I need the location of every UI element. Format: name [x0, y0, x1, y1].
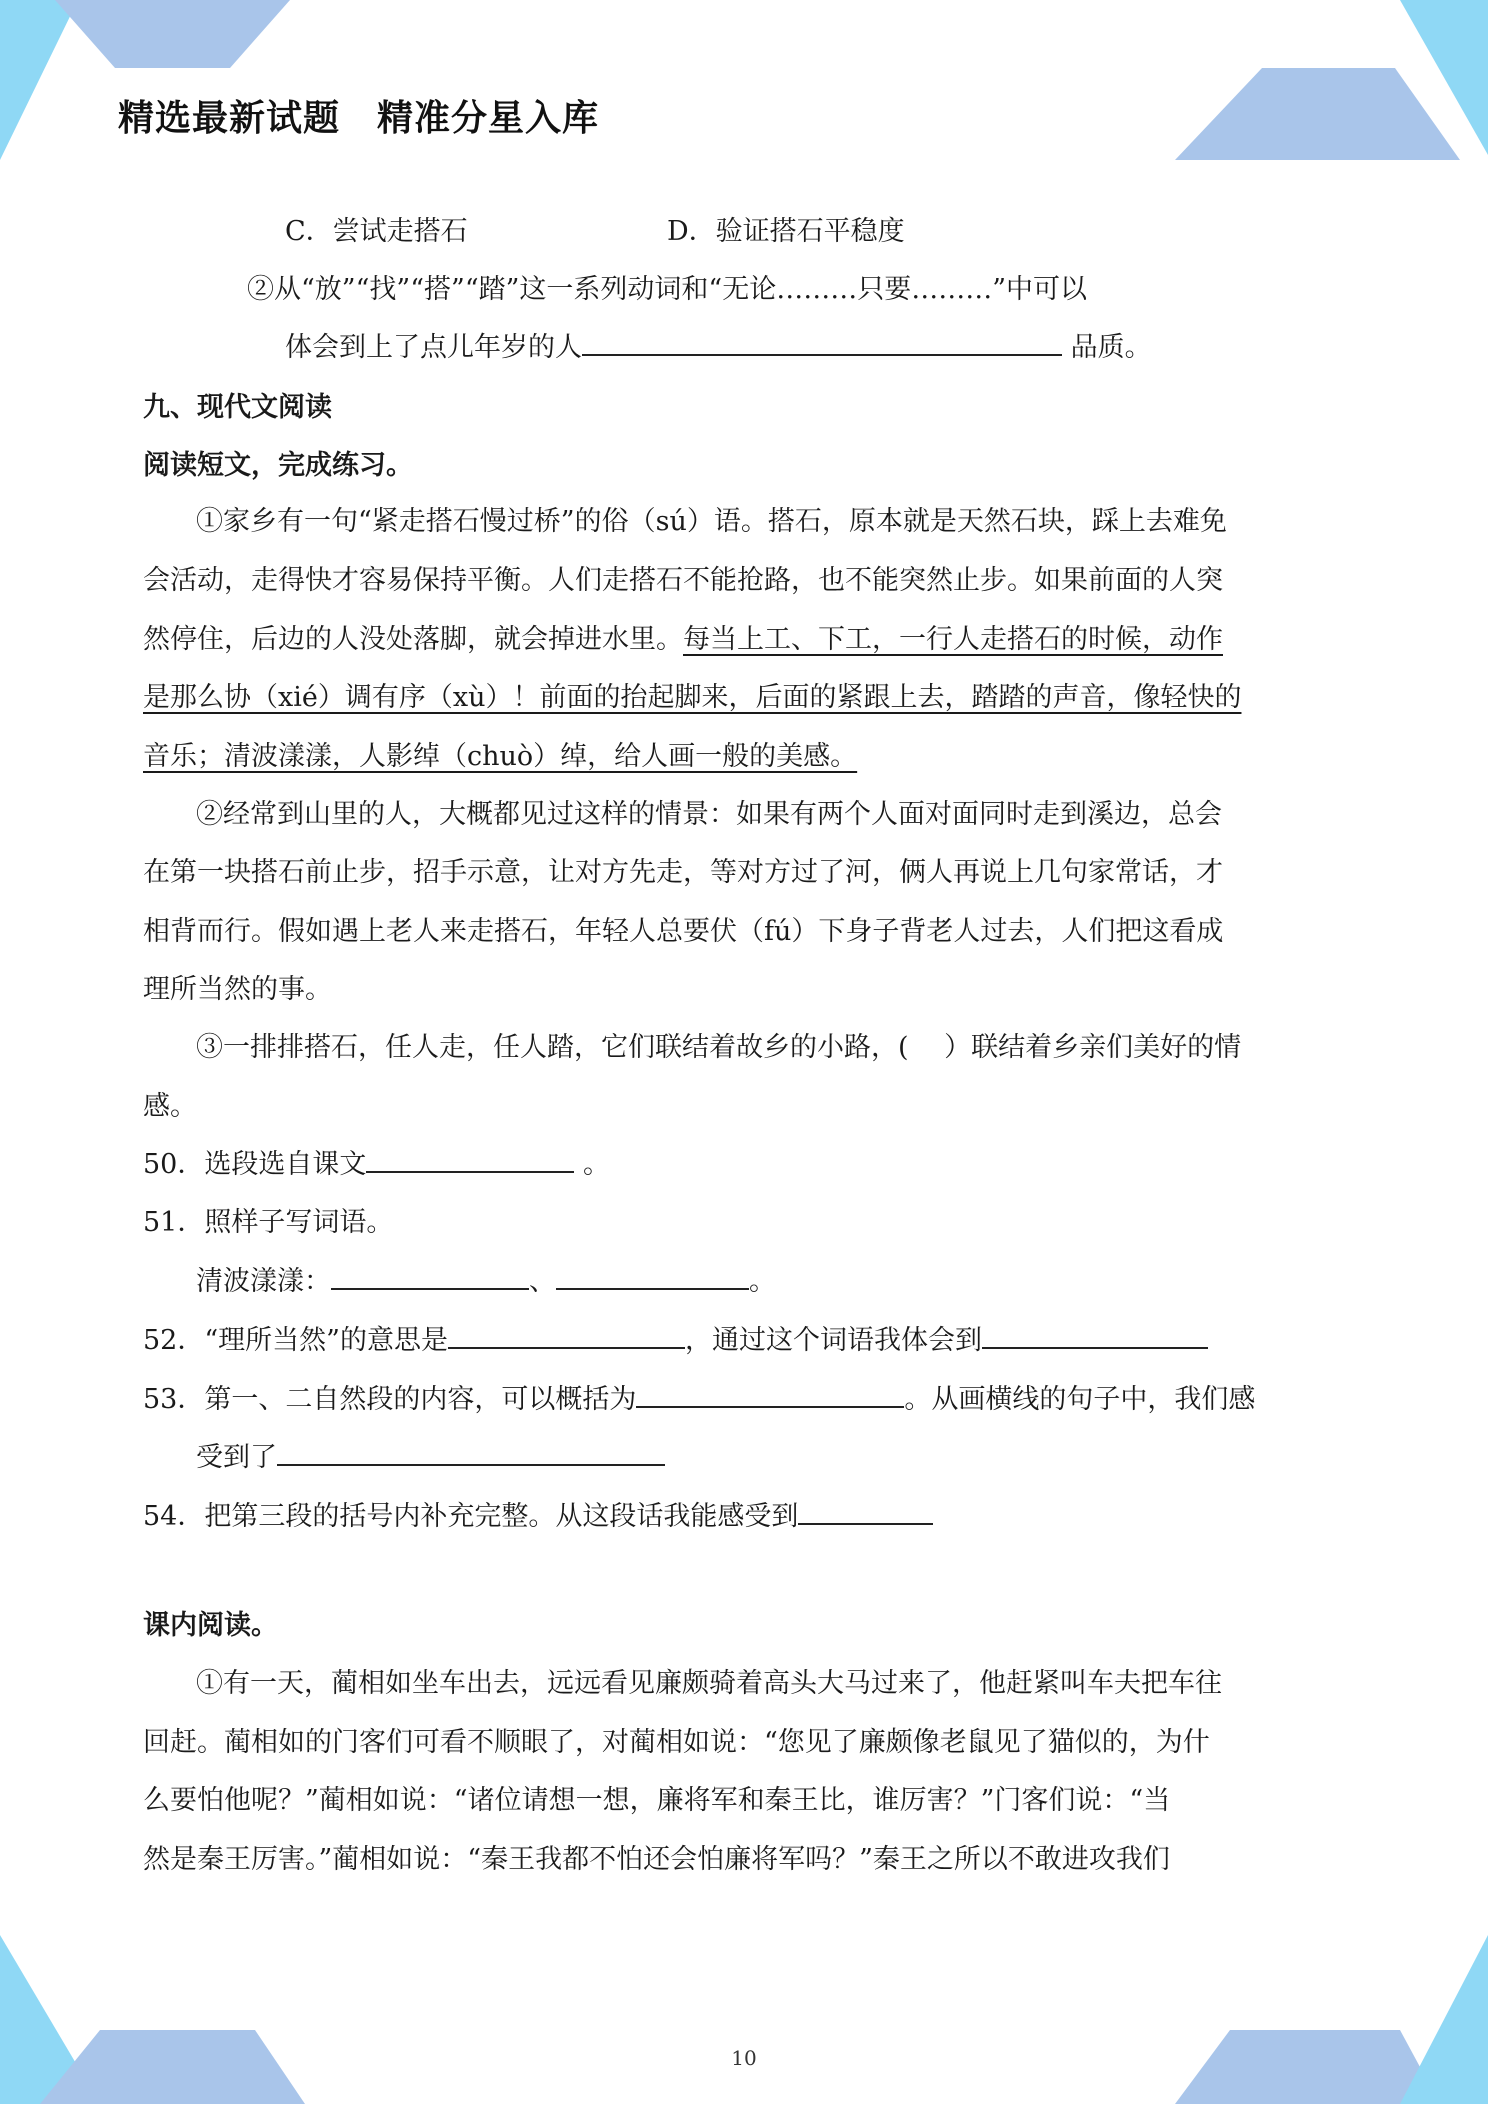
answer-blank[interactable]	[448, 1323, 685, 1349]
question-52	[143, 1321, 1208, 1361]
passage-p1-line-2: 会活动，走得快才容易保持平衡。人们走搭石不能抢路，也不能突然止步。如果前面的人突	[143, 565, 1223, 596]
answer-blank[interactable]	[277, 1440, 665, 1466]
option-d: D．验证搭石平稳度	[667, 216, 905, 247]
question-51-end: 。	[749, 1266, 776, 1297]
question-2-suffix: 品质。	[1062, 332, 1152, 363]
question-53-line-2	[196, 1438, 665, 1478]
passage-p1-text: 然停住，后边的人没处落脚，就会掉进水里。	[143, 624, 683, 655]
question-53-mid: 。从画横线的句子中，我们感	[904, 1384, 1256, 1415]
underlined-sentence-part-2: 是那么协（xié）调有序（xù）！前面的抬起脚来，后面的紧跟上去，踏踏的声音，像轻快的	[143, 682, 1242, 713]
top-left-triangle-shape	[0, 0, 78, 160]
question-51-separator: 、	[529, 1266, 556, 1297]
answer-blank[interactable]	[331, 1264, 529, 1290]
underlined-sentence-part-3: 音乐；清波漾漾，人影绰（chuò）绰，给人画一般的美感。	[143, 741, 858, 772]
answer-blank[interactable]	[582, 330, 1062, 356]
page-number: 10	[731, 2046, 757, 2070]
question-53-text: 53．第一、二自然段的内容，可以概括为	[143, 1384, 637, 1415]
answer-blank[interactable]	[636, 1382, 904, 1408]
option-c: C．尝试走搭石	[285, 216, 468, 247]
passage-p2-line-2: 在第一块搭石前止步，招手示意，让对方先走，等对方过了河，俩人再说上几句家常话，才	[143, 857, 1223, 888]
question-2-text: 体会到上了点儿年岁的人	[285, 332, 582, 363]
question-52-text: 52．“理所当然”的意思是	[143, 1325, 448, 1356]
passage-p1-line-1: ①家乡有一句“紧走搭石慢过桥”的俗（sú）语。搭石，原本就是天然石块，踩上去难免	[196, 506, 1227, 537]
underlined-sentence-part-1: 每当上工、下工，一行人走搭石的时候，动作	[683, 624, 1223, 655]
passage-p2-line-4: 理所当然的事。	[143, 974, 332, 1005]
passage-p2-line-3: 相背而行。假如遇上老人来走搭石，年轻人总要伏（fú）下身子背老人过去，人们把这看成	[143, 916, 1224, 947]
passage-p3-line-1: ③一排排搭石，任人走，任人踏，它们联结着故乡的小路，( ）联结着乡亲们美好的情	[196, 1032, 1242, 1063]
section-in-class-title: 课内阅读。	[143, 1610, 278, 1641]
question-2-line-1: ②从“放”“找”“搭”“踏”这一系列动词和“无论………只要………”中可以	[247, 274, 1088, 305]
question-51: 51．照样子写词语。	[143, 1207, 394, 1238]
answer-blank[interactable]	[366, 1147, 574, 1173]
passage-p2-line-1: ②经常到山里的人，大概都见过这样的情景：如果有两个人面对面同时走到溪边，总会	[196, 799, 1222, 830]
passage-kn-line-4: 然是秦王厉害。”蔺相如说：“秦王我都不怕还会怕廉将军吗？”秦王之所以不敢进攻我们	[143, 1844, 1170, 1875]
section-9-instruction: 阅读短文，完成练习。	[143, 450, 413, 481]
passage-p1-line-3	[143, 620, 1223, 660]
question-50	[143, 1145, 610, 1185]
question-50-end: 。	[574, 1149, 610, 1180]
question-2-line-2	[285, 328, 1152, 368]
question-51-example-text: 清波漾漾：	[196, 1266, 331, 1297]
passage-kn-line-2: 回赶。蔺相如的门客们可看不顺眼了，对蔺相如说：“您见了廉颇像老鼠见了猫似的，为什	[143, 1727, 1210, 1758]
top-right-trapezoid-shape	[1175, 68, 1460, 160]
question-53	[143, 1380, 1255, 1420]
question-54-text: 54．把第三段的括号内补充完整。从这段话我能感受到	[143, 1501, 799, 1532]
answer-blank[interactable]	[556, 1264, 749, 1290]
answer-blank[interactable]	[982, 1323, 1208, 1349]
passage-kn-line-3: 么要怕他呢？”蔺相如说：“诸位请想一想，廉将军和秦王比，谁厉害？”门客们说：“当	[143, 1785, 1171, 1816]
question-54	[143, 1497, 933, 1537]
passage-kn-line-1: ①有一天，蔺相如坐车出去，远远看见廉颇骑着高头大马过来了，他赶紧叫车夫把车往	[196, 1668, 1222, 1699]
question-52-mid: ，通过这个词语我体会到	[684, 1325, 982, 1356]
header-title: 精选最新试题 精准分星入库	[118, 98, 600, 139]
top-left-trapezoid-shape	[55, 0, 290, 68]
passage-p3-line-2: 感。	[143, 1091, 197, 1122]
section-9-title: 九、现代文阅读	[143, 392, 332, 423]
question-53-line-2-text: 受到了	[196, 1442, 277, 1473]
answer-blank[interactable]	[798, 1499, 933, 1525]
question-50-text: 50．选段选自课文	[143, 1149, 367, 1180]
question-51-example	[196, 1262, 776, 1302]
